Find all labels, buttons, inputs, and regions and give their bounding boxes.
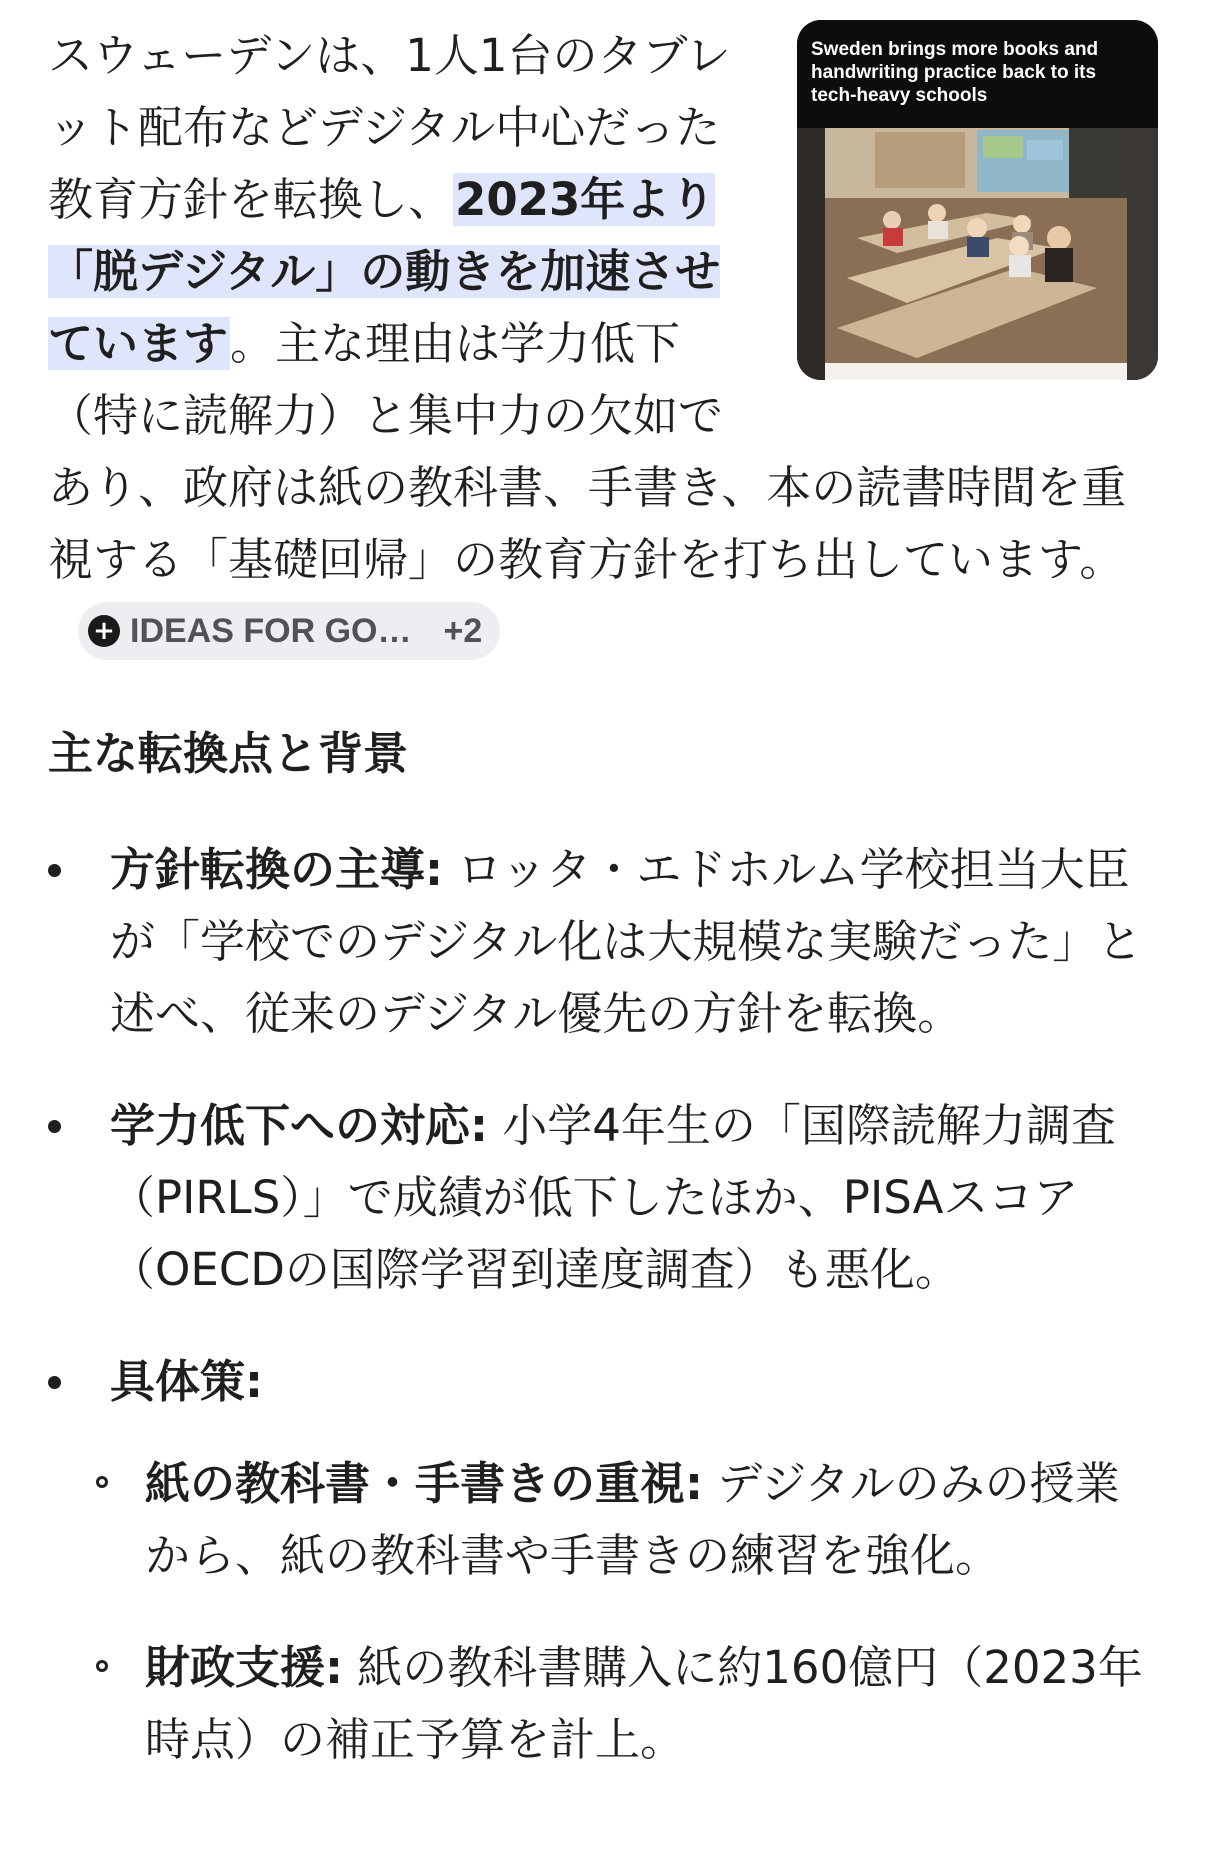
bullet-dot xyxy=(48,1376,61,1389)
sub-list-item-title: 紙の教科書・手書きの重視: xyxy=(145,1457,703,1510)
sub-list-item-text: 紙の教科書購入に約160億円（2023年時点）の補正予算を計上。 xyxy=(145,1641,1143,1766)
section-heading: 主な転換点と背景 xyxy=(48,727,409,780)
plus-icon: + xyxy=(88,615,120,647)
sub-list-item-title: 財政支援: xyxy=(145,1641,343,1694)
sub-list-item xyxy=(96,1632,1158,1776)
intro-text-after: 。主な理由は学力低下（特に読解力）と集中力の欠如であり、政府は紙の教科書、手書き、本の読書時間を重視する「基礎回帰」の教育方針を打ち出しています。 xyxy=(48,317,1127,586)
source-chip-count: +2 xyxy=(443,612,483,650)
sub-bullet-list xyxy=(96,1448,1158,1776)
bullet-dot xyxy=(48,864,61,877)
source-chip[interactable] xyxy=(78,602,500,660)
sub-list-item xyxy=(96,1448,1158,1592)
list-item-text: 小学4年生の「国際読解力調査（PIRLS）」で成績が低下したほか、PISAスコア（OECDの国際学習到達度調査）も悪化。 xyxy=(110,1099,1116,1296)
sub-list-item-text: デジタルのみの授業から、紙の教科書や手書きの練習を強化。 xyxy=(145,1457,1120,1582)
intro-text-before: スウェーデンは、1人1台のタブレット配布などデジタル中心だった教育方針を転換し、 xyxy=(48,29,731,226)
intro-highlight: 2023年より「脱デジタル」の動きを加速させています xyxy=(48,173,721,370)
bullet-dot xyxy=(48,1120,61,1133)
bullet-list xyxy=(48,834,1158,1776)
thumbnail-headline: Sweden brings more books and handwriting practice back to its tech-heavy schools xyxy=(811,39,1099,106)
list-item-text: ロッタ・エドホルム学校担当大臣が「学校でのデジタル化は大規模な実験だった」と述べ、従来のデジタル優先の方針を転換。 xyxy=(110,843,1143,1040)
answer-content xyxy=(48,20,1158,1776)
classroom-photo xyxy=(797,128,1158,380)
list-item-title: 具体策: xyxy=(110,1355,263,1408)
list-item-title: 方針転換の主導: xyxy=(110,843,443,896)
news-thumbnail[interactable] xyxy=(797,20,1158,380)
list-item xyxy=(48,1090,1158,1306)
list-item-title: 学力低下への対応: xyxy=(110,1099,488,1152)
source-chip-label: IDEAS FOR GO… xyxy=(130,612,412,650)
sub-bullet-dot xyxy=(96,1660,108,1672)
list-item xyxy=(48,1346,1158,1776)
intro-paragraph xyxy=(48,20,1158,668)
sub-bullet-dot xyxy=(96,1476,108,1488)
list-item xyxy=(48,834,1158,1050)
